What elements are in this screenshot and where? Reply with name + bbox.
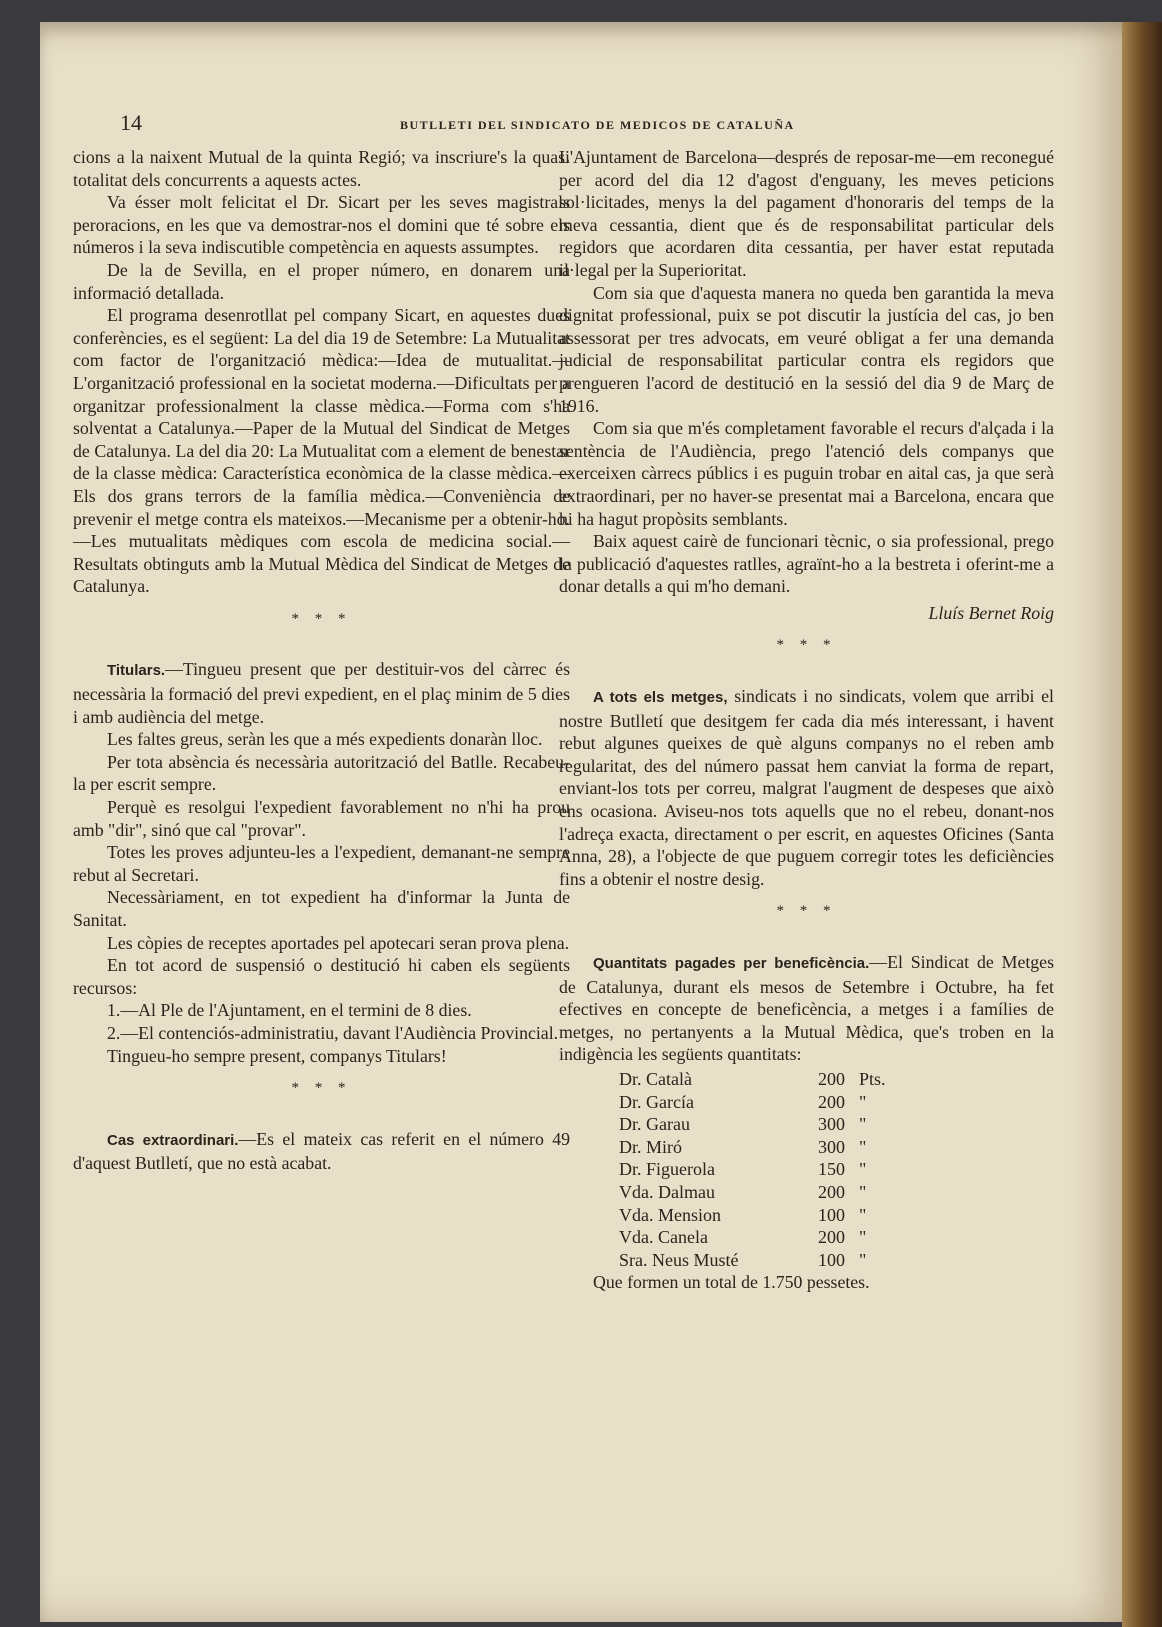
paragraph: El programa desenrotllat pel company Sicart, en aquestes dues conferències, es el següent: La del dia 19 de Setembre: La Mutualitat com factor de l'organització mèdica:—Idea de mutualitat.—L'organització professional en la societat moderna.—Dificultats per a organitzar professionalment la classe mèdica.—Forma com s'ha solventat a Catalunya.—Paper de la Mutual del Sindicat de Metges de Catalunya. La del dia 20: La Mutualitat com a element de benestar de la classe mèdica: Característica econòmica de la classe mèdica.—Els dos grans terrors de la família mèdica.—Conveniència de prevenir el metge contra els mateixos.—Mecanisme per a obtenir-ho.—Les mutualitats mèdiques com escola de medicina social.—Resultats obtinguts amb la Mutual Mèdica del Sindicat de Metges de Catalunya. bbox=[73, 305, 570, 597]
row-name: Vda. Dalmau bbox=[619, 1181, 715, 1202]
row-amount: 200 bbox=[818, 1227, 845, 1248]
paragraph: cions a la naixent Mutual de la quinta Regió; va inscriure's la quasi totalitat dels concurrents a aquests actes. bbox=[73, 147, 570, 190]
table-row bbox=[619, 1136, 919, 1159]
row-name: Dr. Català bbox=[619, 1068, 692, 1089]
section-separator: * * * bbox=[291, 1080, 352, 1097]
row-amount: 200 bbox=[818, 1068, 845, 1089]
paragraph: L'Ajuntament de Barcelona—després de reposar-me—em reconegué per acord del dia 12 d'agost d'enguany, les meves peticions sol·licitades, menys la del pagament d'honoraris del temps de la meva cessantia, dient que és de responsabilitat particular dels regidors que acordaren dita cessantia, per haver estat reputada il·legal per la Superioritat. bbox=[559, 147, 1054, 280]
row-unit: " bbox=[859, 1249, 867, 1270]
table-row bbox=[619, 1113, 919, 1136]
paragraph: Perquè es resolgui l'expedient favorablement no n'hi ha prou amb "dir", sinó que cal "provar". bbox=[73, 797, 570, 840]
row-name: Dr. Garau bbox=[619, 1114, 690, 1135]
row-name: Vda. Mension bbox=[619, 1204, 721, 1225]
row-unit: " bbox=[859, 1136, 867, 1157]
paragraph: Necessàriament, en tot expedient ha d'informar la Junta de Sanitat. bbox=[73, 887, 570, 930]
paragraph: Titulars.—Tingueu present que per destituir-vos del càrrec és necessària la formació del previ expedient, en el plaç minim de 5 dies i amb audiència del metge. bbox=[73, 659, 570, 727]
row-name: Dr. Miró bbox=[619, 1136, 682, 1157]
signature: Lluís Bernet Roig bbox=[928, 602, 1054, 623]
paragraph: A tots els metges, sindicats i no sindicats, volem que arribi el nostre Butlletí que desitgem fer cada dia més interessant, i havent rebut algunes queixes de què alguns companys no el reben amb regularitat, des del número passat hem canviat la forma de repart, enviant-los tots per correu, malgrat l'augment de despeses que això ens ocasiona. Aviseu-nos tots aquells que no el rebeu, donant-nos l'adreça exacta, directament o per escrit, en aquestes Oficines (Santa Anna, 28), a l'objecte de que puguem corregir totes les deficiències fins a obtenir el nostre desig. bbox=[559, 686, 1054, 889]
row-unit: Pts. bbox=[859, 1068, 886, 1089]
table-row bbox=[619, 1226, 919, 1249]
table-row bbox=[619, 1249, 919, 1272]
section-separator: * * * bbox=[776, 903, 837, 920]
row-unit: " bbox=[859, 1091, 867, 1112]
table-row bbox=[619, 1158, 919, 1181]
table-row bbox=[619, 1068, 919, 1091]
row-amount: 100 bbox=[818, 1204, 845, 1225]
paragraph: Va ésser molt felicitat el Dr. Sicart per les seves magistrals peroracions, en les que va demostrar-nos el domini que té sobre els números i la seva indiscutible competència en aquests assumptes. bbox=[73, 192, 570, 258]
table-row bbox=[619, 1091, 919, 1114]
row-amount: 300 bbox=[818, 1136, 845, 1157]
section-separator: * * * bbox=[291, 610, 352, 627]
running-title: BUTLLETI DEL SINDICATO DE MEDICOS DE CATALUÑA bbox=[400, 118, 795, 132]
paragraph: Com sia que m'és completament favorable el recurs d'alçada i la sentència de l'Audiència, prego l'atenció dels companys que exerceixen càrrecs públics i es puguin trobar en aital cas, ja que serà extraordinari, per no haver-se presentat mai a Barcelona, encara que hi ha hagut propòsits semblants. bbox=[559, 418, 1054, 529]
book-spine bbox=[1122, 22, 1162, 1627]
paragraph: 2.—El contenciós-administratiu, davant l'Audiència Provincial. bbox=[107, 1022, 559, 1043]
row-amount: 150 bbox=[818, 1159, 845, 1180]
row-unit: " bbox=[859, 1114, 867, 1135]
section-separator: * * * bbox=[776, 637, 837, 654]
paragraph: Quantitats pagades per beneficència.—El Sindicat de Metges de Catalunya, durant els mesos de Setembre i Octubre, ha fet efectives en concepte de beneficència, a metges i a famílies de metges, no pertanyents a la Mutual Mèdica, que's troben en la indigència les següents quantitats: bbox=[559, 952, 1054, 1065]
table-row bbox=[619, 1181, 919, 1204]
paragraph: Com sia que d'aquesta manera no queda ben garantida la meva dignitat professional, puix se pot discutir la justícia del cas, jo ben assessorat per tres advocats, em veuré obligat a fer una demanda judicial de responsabilitat particular contra els regidors que prengueren l'acord de destitució en la sessió del dia 9 de Març de 1916. bbox=[559, 282, 1054, 416]
paragraph: Cas extraordinari.—Es el mateix cas referit en el número 49 d'aquest Butlletí, que no està acabat. bbox=[73, 1128, 570, 1174]
row-amount: 100 bbox=[818, 1249, 845, 1270]
paragraph: Tingueu-ho sempre present, companys Titulars! bbox=[107, 1045, 447, 1066]
row-amount: 200 bbox=[818, 1181, 845, 1202]
row-unit: " bbox=[859, 1227, 867, 1248]
paragraph: Totes les proves adjunteu-les a l'expedient, demanant-ne sempre rebut al Secretari. bbox=[73, 842, 570, 885]
paragraph: Per tota absència és necessària autorització del Batlle. Recabeu-la per escrit sempre. bbox=[73, 751, 570, 795]
section-heading: Titulars. bbox=[107, 662, 166, 680]
row-amount: 200 bbox=[818, 1091, 845, 1112]
beneficence-table bbox=[619, 1068, 919, 1271]
paragraph: De la de Sevilla, en el proper número, en donarem una informació detallada. bbox=[73, 259, 570, 303]
page-header bbox=[120, 90, 1100, 135]
paragraph: 1.—Al Ple de l'Ajuntament, en el termini de 8 dies. bbox=[107, 1000, 472, 1021]
row-name: Sra. Neus Musté bbox=[619, 1249, 739, 1270]
row-unit: " bbox=[859, 1204, 867, 1225]
page-number: 14 bbox=[120, 110, 142, 135]
paragraph: Que formen un total de 1.750 pessetes. bbox=[593, 1272, 870, 1293]
section-heading: Cas extraordinari. bbox=[107, 1131, 239, 1149]
row-unit: " bbox=[859, 1181, 867, 1202]
paragraph: Les faltes greus, seràn les que a més expedients donaràn lloc. bbox=[107, 729, 543, 750]
row-amount: 300 bbox=[818, 1114, 845, 1135]
paragraph: Les còpies de receptes aportades pel apotecari seran prova plena. bbox=[107, 932, 570, 953]
section-heading: Quantitats pagades per beneficència. bbox=[593, 955, 870, 972]
left-column bbox=[73, 146, 570, 1175]
row-name: Vda. Canela bbox=[619, 1227, 708, 1248]
right-column bbox=[559, 146, 1054, 1294]
paragraph: En tot acord de suspensió o destitució hi caben els següents recursos: bbox=[73, 955, 570, 998]
table-row bbox=[619, 1204, 919, 1227]
section-heading: A tots els metges, bbox=[593, 689, 728, 707]
paragraph: Baix aquest cairè de funcionari tècnic, o sia professional, prego la publicació d'aquestes ratlles, agraïnt-ho a la bestreta i oferint-me a donar detalls a qui m'ho demani. bbox=[559, 531, 1054, 597]
row-unit: " bbox=[859, 1159, 867, 1180]
row-name: Dr. Figuerola bbox=[619, 1159, 715, 1180]
row-name: Dr. García bbox=[619, 1091, 694, 1112]
